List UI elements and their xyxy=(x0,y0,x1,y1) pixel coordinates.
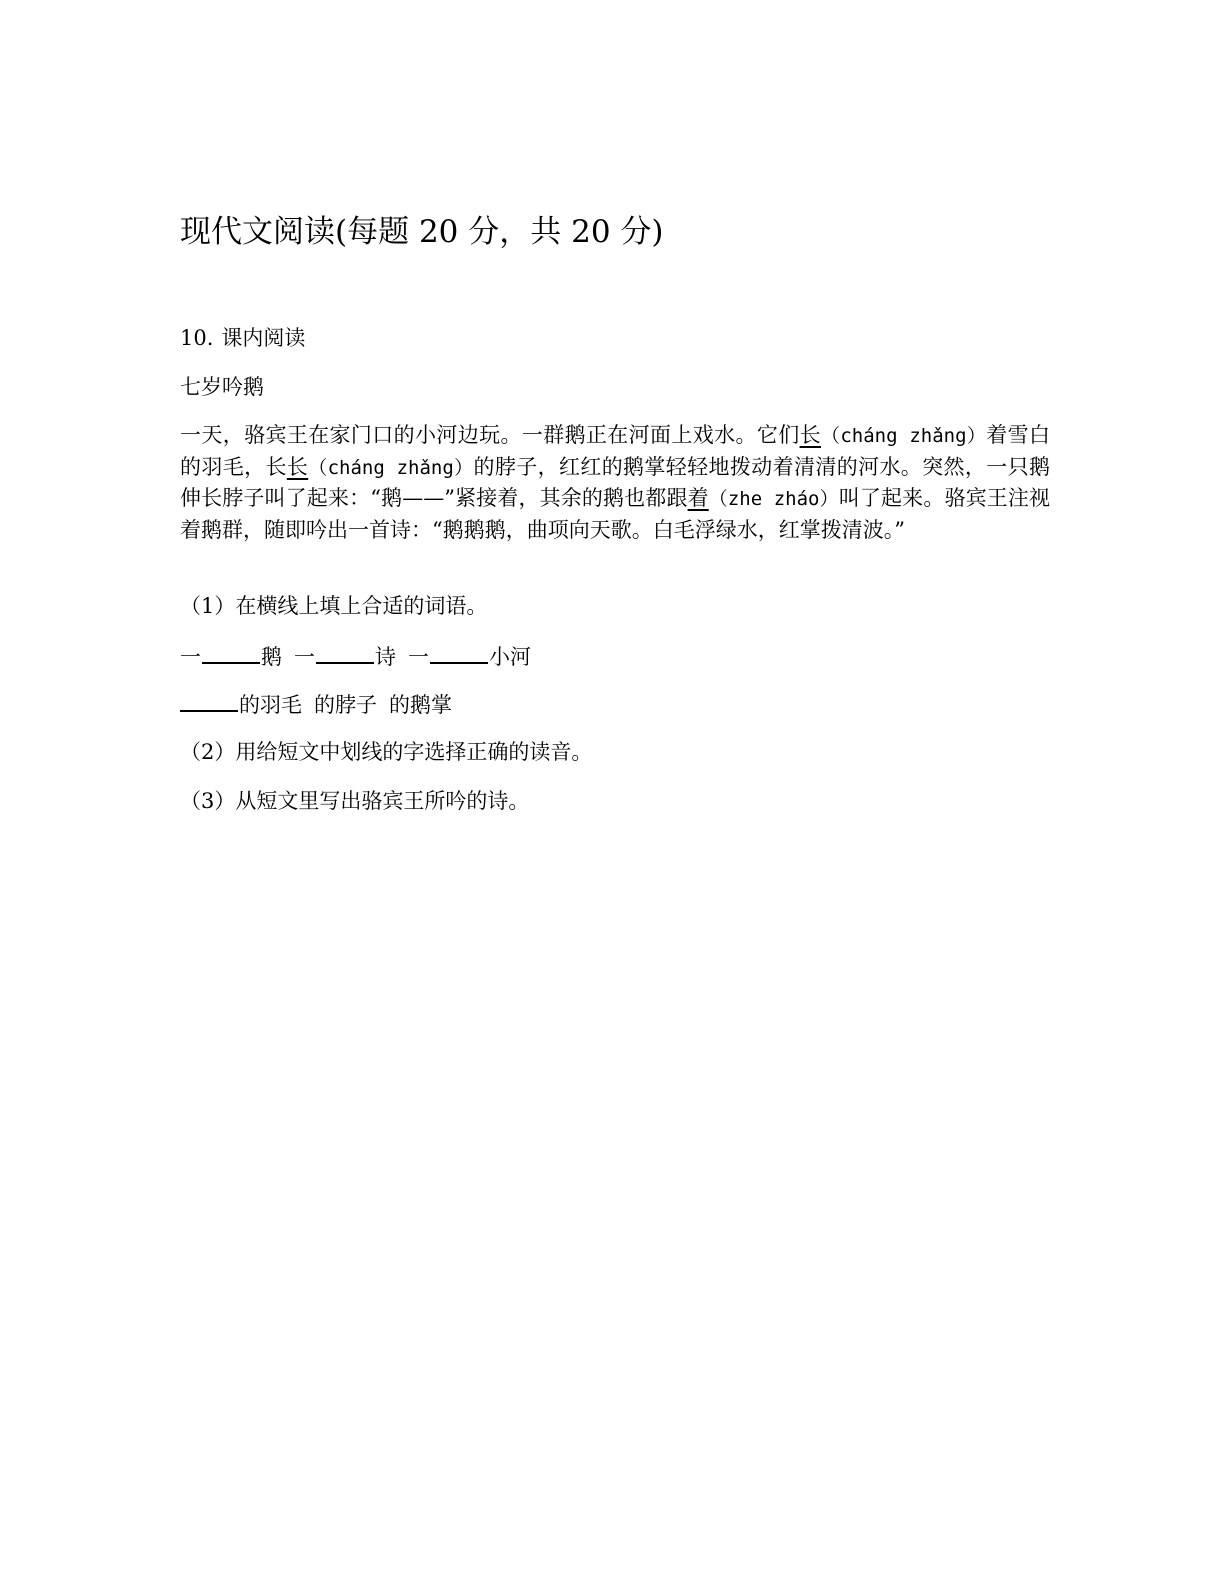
fill-suffix: 小河 xyxy=(489,645,531,669)
answer-blank[interactable] xyxy=(316,640,374,664)
passage-segment: 着雪白的羽毛，长 xyxy=(180,423,1051,479)
answer-blank[interactable] xyxy=(430,640,488,664)
fill-blank-row-1 xyxy=(180,640,531,673)
fill-blank-row-2 xyxy=(180,688,452,721)
pinyin-options: （cháng zhǎng） xyxy=(820,425,987,447)
section-title: 现代文阅读(每题 20 分，共 20 分) xyxy=(180,214,664,250)
answer-blank[interactable] xyxy=(180,688,238,712)
passage-title: 七岁吟鹅 xyxy=(180,375,264,399)
passage-segment: 一天，骆宾王在家门口的小河边玩。一群鹅正在河面上戏水。它们 xyxy=(180,423,800,447)
fill-suffix: 鹅 xyxy=(261,645,282,669)
fill-suffix: 的羽毛 xyxy=(239,693,302,717)
fill-text: 的鹅掌 xyxy=(389,693,452,717)
fill-text: 的脖子 xyxy=(314,693,377,717)
pinyin-options: （zhe zháo） xyxy=(708,488,839,510)
sub-question-1: （1）在横线上填上合适的词语。 xyxy=(180,594,488,618)
fill-prefix: 一 xyxy=(294,645,315,669)
passage-text xyxy=(180,420,1050,545)
sub-question-3: （3）从短文里写出骆宾王所吟的诗。 xyxy=(180,789,530,813)
underlined-char: 长 xyxy=(799,423,821,447)
fill-suffix: 诗 xyxy=(375,645,396,669)
underlined-char: 着 xyxy=(687,486,709,510)
fill-prefix: 一 xyxy=(180,645,201,669)
underlined-char: 长 xyxy=(286,454,309,479)
answer-blank[interactable] xyxy=(202,640,260,664)
question-label: 课内阅读 xyxy=(221,326,306,350)
passage-segment: 的脖子，红红的鹅掌轻轻地拨动着清清的河水。突然，一只鹅伸长脖子叫了起来：“鹅——”紧接着，其余的鹅也都跟 xyxy=(180,454,1050,510)
pinyin-options: （cháng zhǎng） xyxy=(308,456,474,479)
sub-question-2: （2）用给短文中划线的字选择正确的读音。 xyxy=(180,740,593,764)
question-number: 10. xyxy=(180,326,214,350)
passage-segment: 叫了起来。骆宾王注视着鹅群，随即吟出一首诗：“鹅鹅鹅，曲项向天歌。白毛浮绿水，红掌拨清波。” xyxy=(180,486,1050,542)
question-header xyxy=(180,322,305,354)
fill-prefix: 一 xyxy=(408,645,429,669)
